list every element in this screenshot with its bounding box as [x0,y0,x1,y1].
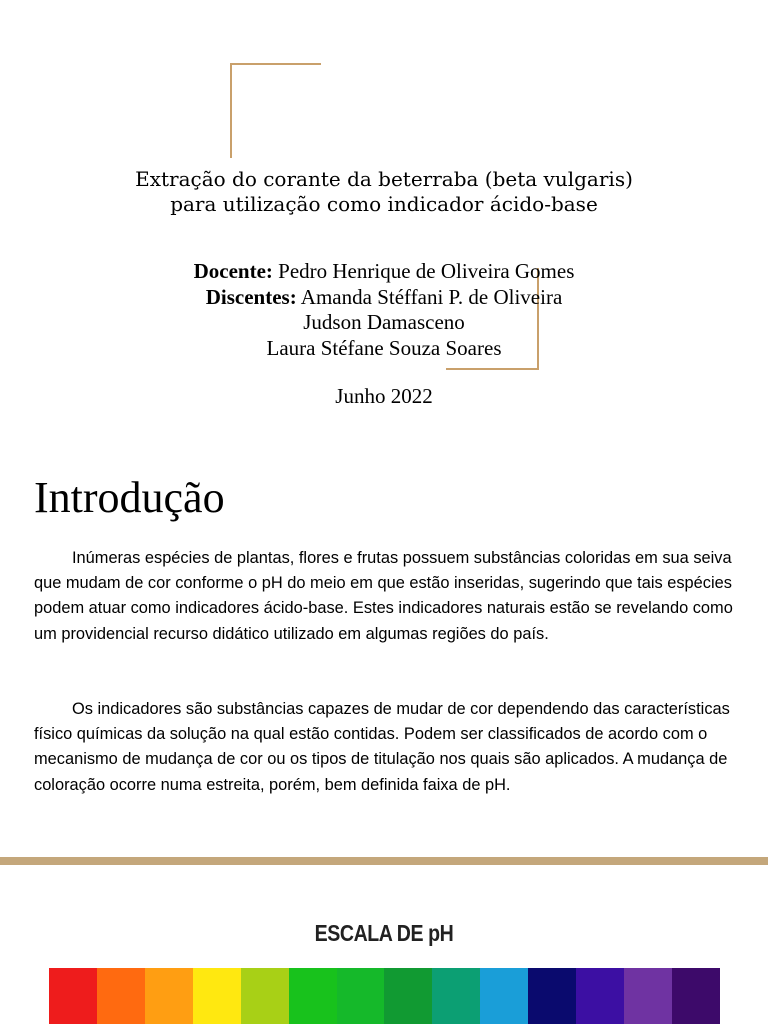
ph-scale-segment [672,968,720,1024]
document-title [0,167,768,217]
decorative-corner-top-left-vertical [230,63,232,158]
docente-label: Docente: [193,259,273,283]
decorative-corner-top-left [230,63,321,65]
ph-scale-segment [145,968,193,1024]
ph-scale-segment [384,968,432,1024]
title-line-2: para utilização como indicador ácido-base [170,192,598,216]
docente-line [0,259,768,285]
section-heading-introducao: Introdução [34,473,225,522]
title-line-1: Extração do corante da beterraba (beta vulgaris) [135,167,633,191]
document-date: Junho 2022 [335,384,433,408]
ph-scale-segment [432,968,480,1024]
docente-name: Pedro Henrique de Oliveira Gomes [278,259,575,283]
discente-name: Laura Stéfane Souza Soares [266,335,502,360]
ph-scale-segment [49,968,97,1024]
ph-scale-segment [576,968,624,1024]
cover-page [0,0,768,430]
ph-scale-title: ESCALA DE pH [314,920,454,946]
intro-paragraph-2: Os indicadores são substâncias capazes de mudar de cor dependendo das características físico químicas da solução na qual estão contidas. Podem ser classificados de acordo com o mecanismo de mudança de cor ou os tipos de titulação nos quais são aplicados. A mudança de coloração ocorre numa estreita, porém, bem definida faixa de pH. [34,700,730,794]
ph-scale-segment [337,968,385,1024]
discente-name: Judson Damasceno [303,310,465,334]
section-separator [0,857,768,865]
ph-scale-bar [49,968,720,1024]
ph-scale-segment [241,968,289,1024]
intro-paragraph-1: Inúmeras espécies de plantas, flores e frutas possuem substâncias coloridas em sua seiva que mudam de cor conforme o pH do meio em que estão inseridas, sugerindo que tais espécies podem atuar como indicadores ácido-base. Estes indicadores naturais estão se revelando como um providencial recurso didático utilizado em algumas regiões do país. [34,549,733,643]
ph-scale-segment [193,968,241,1024]
decorative-corner-bottom-right [446,368,539,370]
ph-scale-segment [289,968,337,1024]
discentes-label: Discentes: [205,284,297,309]
discente-name: Amanda Stéffani P. de Oliveira [300,284,563,309]
discentes-line [0,285,768,311]
authors-block [0,259,768,361]
ph-scale-segment [97,968,145,1024]
ph-scale-segment [624,968,672,1024]
ph-scale-segment [528,968,576,1024]
ph-scale-segment [480,968,528,1024]
